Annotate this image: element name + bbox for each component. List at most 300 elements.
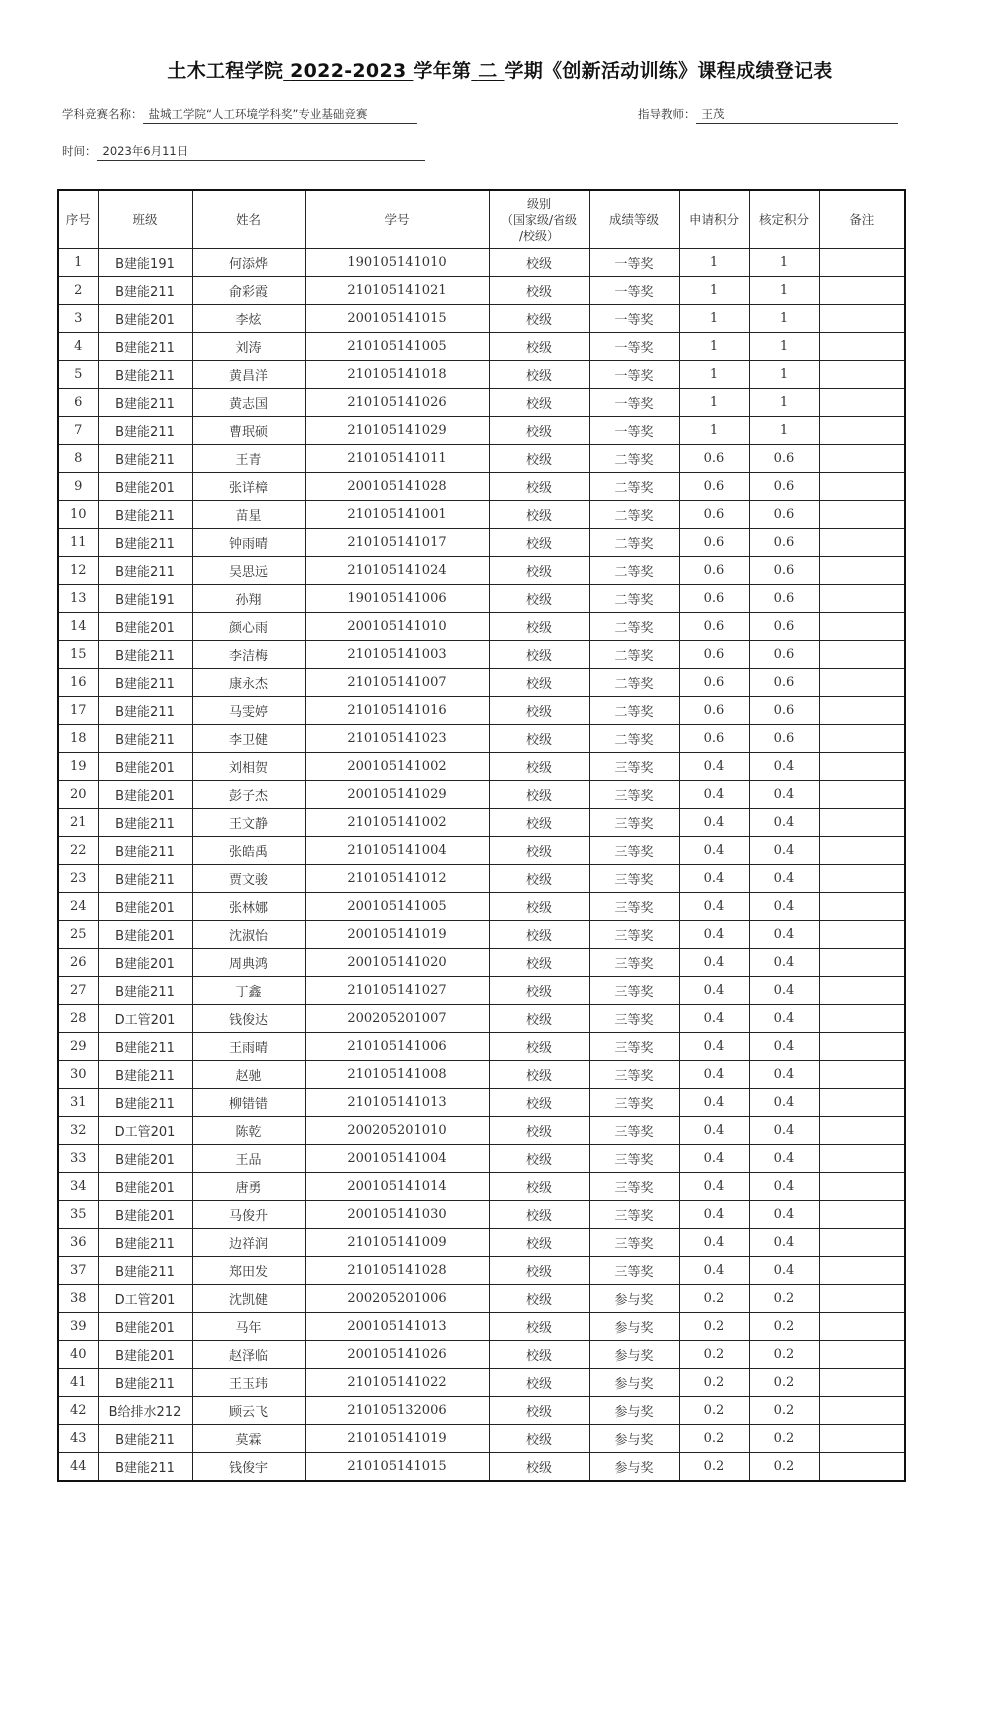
cell-class: B建能211 <box>98 1229 192 1257</box>
cell-approved: 0.4 <box>749 1173 819 1201</box>
cell-student-id: 210105141026 <box>305 389 489 417</box>
cell-applied: 0.4 <box>679 781 749 809</box>
cell-no: 14 <box>58 613 98 641</box>
cell-name: 马俊升 <box>192 1201 305 1229</box>
cell-level: 校级 <box>489 1397 589 1425</box>
cell-level: 校级 <box>489 697 589 725</box>
cell-applied: 1 <box>679 305 749 333</box>
cell-applied: 0.6 <box>679 501 749 529</box>
cell-award: 一等奖 <box>589 417 679 445</box>
table-row <box>58 1089 905 1117</box>
cell-class: B建能211 <box>98 1369 192 1397</box>
cell-remarks <box>819 893 905 921</box>
cell-name: 李炫 <box>192 305 305 333</box>
header-approved: 核定积分 <box>749 190 819 249</box>
cell-student-id: 210105141016 <box>305 697 489 725</box>
cell-award: 三等奖 <box>589 1257 679 1285</box>
cell-student-id: 210105141018 <box>305 361 489 389</box>
cell-remarks <box>819 1033 905 1061</box>
table-row <box>58 865 905 893</box>
cell-no: 35 <box>58 1201 98 1229</box>
cell-class: B建能211 <box>98 1425 192 1453</box>
cell-student-id: 200205201007 <box>305 1005 489 1033</box>
cell-approved: 0.6 <box>749 585 819 613</box>
cell-award: 二等奖 <box>589 613 679 641</box>
cell-applied: 0.4 <box>679 1201 749 1229</box>
table-row <box>58 1425 905 1453</box>
cell-name: 沈淑怡 <box>192 921 305 949</box>
cell-level: 校级 <box>489 921 589 949</box>
table-row <box>58 949 905 977</box>
cell-remarks <box>819 641 905 669</box>
cell-class: B建能201 <box>98 305 192 333</box>
cell-approved: 1 <box>749 417 819 445</box>
cell-no: 37 <box>58 1257 98 1285</box>
cell-applied: 0.4 <box>679 1257 749 1285</box>
cell-class: B给排水212 <box>98 1397 192 1425</box>
cell-no: 41 <box>58 1369 98 1397</box>
cell-approved: 1 <box>749 305 819 333</box>
cell-name: 颜心雨 <box>192 613 305 641</box>
cell-award: 三等奖 <box>589 837 679 865</box>
cell-applied: 1 <box>679 417 749 445</box>
table-row <box>58 417 905 445</box>
cell-remarks <box>819 305 905 333</box>
cell-approved: 0.4 <box>749 1145 819 1173</box>
cell-no: 10 <box>58 501 98 529</box>
cell-no: 6 <box>58 389 98 417</box>
cell-name: 孙翔 <box>192 585 305 613</box>
cell-award: 三等奖 <box>589 1117 679 1145</box>
table-row <box>58 445 905 473</box>
cell-class: B建能201 <box>98 921 192 949</box>
cell-remarks <box>819 1257 905 1285</box>
cell-approved: 1 <box>749 277 819 305</box>
cell-student-id: 210105141007 <box>305 669 489 697</box>
cell-level: 校级 <box>489 445 589 473</box>
cell-level: 校级 <box>489 949 589 977</box>
cell-level: 校级 <box>489 1173 589 1201</box>
cell-student-id: 210105141012 <box>305 865 489 893</box>
cell-remarks <box>819 333 905 361</box>
cell-level: 校级 <box>489 501 589 529</box>
table-row <box>58 893 905 921</box>
table-row <box>58 753 905 781</box>
cell-remarks <box>819 865 905 893</box>
cell-level: 校级 <box>489 725 589 753</box>
cell-student-id: 210105141013 <box>305 1089 489 1117</box>
cell-approved: 0.2 <box>749 1369 819 1397</box>
cell-applied: 0.4 <box>679 1173 749 1201</box>
cell-no: 1 <box>58 249 98 277</box>
cell-award: 二等奖 <box>589 585 679 613</box>
cell-student-id: 210105141005 <box>305 333 489 361</box>
table-row <box>58 305 905 333</box>
cell-award: 三等奖 <box>589 1061 679 1089</box>
cell-award: 三等奖 <box>589 893 679 921</box>
cell-level: 校级 <box>489 753 589 781</box>
cell-remarks <box>819 557 905 585</box>
cell-remarks <box>819 1173 905 1201</box>
cell-level: 校级 <box>489 333 589 361</box>
cell-approved: 0.6 <box>749 725 819 753</box>
cell-no: 15 <box>58 641 98 669</box>
cell-level: 校级 <box>489 641 589 669</box>
cell-student-id: 190105141006 <box>305 585 489 613</box>
cell-remarks <box>819 753 905 781</box>
grades-table <box>57 189 906 1482</box>
table-row <box>58 1341 905 1369</box>
cell-name: 陈乾 <box>192 1117 305 1145</box>
cell-student-id: 210105141004 <box>305 837 489 865</box>
cell-remarks <box>819 1453 905 1482</box>
header-level-line2: （国家级/省级 <box>500 212 578 227</box>
cell-no: 21 <box>58 809 98 837</box>
cell-student-id: 210105141009 <box>305 1229 489 1257</box>
table-row <box>58 641 905 669</box>
table-row <box>58 809 905 837</box>
header-class: 班级 <box>98 190 192 249</box>
cell-award: 参与奖 <box>589 1453 679 1482</box>
cell-student-id: 210105141023 <box>305 725 489 753</box>
cell-remarks <box>819 977 905 1005</box>
cell-level: 校级 <box>489 1257 589 1285</box>
cell-name: 莫霖 <box>192 1425 305 1453</box>
cell-class: B建能211 <box>98 669 192 697</box>
cell-class: B建能211 <box>98 417 192 445</box>
cell-no: 25 <box>58 921 98 949</box>
cell-award: 一等奖 <box>589 249 679 277</box>
cell-name: 张林娜 <box>192 893 305 921</box>
table-row <box>58 1033 905 1061</box>
cell-level: 校级 <box>489 1117 589 1145</box>
cell-name: 周典鸿 <box>192 949 305 977</box>
cell-applied: 0.4 <box>679 865 749 893</box>
cell-name: 柳错错 <box>192 1089 305 1117</box>
cell-class: B建能211 <box>98 529 192 557</box>
cell-applied: 0.4 <box>679 809 749 837</box>
cell-approved: 0.4 <box>749 837 819 865</box>
cell-class: B建能211 <box>98 977 192 1005</box>
cell-approved: 0.6 <box>749 445 819 473</box>
header-remarks: 备注 <box>819 190 905 249</box>
cell-applied: 0.4 <box>679 893 749 921</box>
cell-no: 27 <box>58 977 98 1005</box>
cell-remarks <box>819 809 905 837</box>
cell-no: 39 <box>58 1313 98 1341</box>
cell-level: 校级 <box>489 361 589 389</box>
cell-student-id: 200105141014 <box>305 1173 489 1201</box>
cell-no: 12 <box>58 557 98 585</box>
cell-class: B建能201 <box>98 1201 192 1229</box>
cell-level: 校级 <box>489 1033 589 1061</box>
cell-student-id: 210105141003 <box>305 641 489 669</box>
cell-approved: 0.6 <box>749 473 819 501</box>
cell-no: 38 <box>58 1285 98 1313</box>
cell-approved: 0.4 <box>749 1201 819 1229</box>
teacher-label: 指导教师： <box>638 107 696 121</box>
cell-student-id: 200105141010 <box>305 613 489 641</box>
cell-applied: 0.4 <box>679 977 749 1005</box>
cell-approved: 0.4 <box>749 893 819 921</box>
cell-remarks <box>819 697 905 725</box>
table-row <box>58 333 905 361</box>
cell-remarks <box>819 1341 905 1369</box>
cell-class: B建能211 <box>98 389 192 417</box>
cell-award: 参与奖 <box>589 1369 679 1397</box>
cell-class: B建能211 <box>98 333 192 361</box>
cell-no: 30 <box>58 1061 98 1089</box>
cell-remarks <box>819 725 905 753</box>
cell-class: B建能201 <box>98 781 192 809</box>
cell-applied: 0.4 <box>679 1033 749 1061</box>
cell-applied: 0.2 <box>679 1313 749 1341</box>
cell-level: 校级 <box>489 1453 589 1482</box>
cell-name: 唐勇 <box>192 1173 305 1201</box>
cell-student-id: 200105141015 <box>305 305 489 333</box>
table-row <box>58 837 905 865</box>
cell-student-id: 210105141021 <box>305 277 489 305</box>
cell-student-id: 210105141028 <box>305 1257 489 1285</box>
table-row <box>58 1397 905 1425</box>
cell-approved: 1 <box>749 249 819 277</box>
cell-level: 校级 <box>489 1425 589 1453</box>
cell-no: 23 <box>58 865 98 893</box>
cell-student-id: 210105141027 <box>305 977 489 1005</box>
cell-class: B建能201 <box>98 1341 192 1369</box>
cell-student-id: 210105141011 <box>305 445 489 473</box>
table-row <box>58 277 905 305</box>
cell-no: 17 <box>58 697 98 725</box>
cell-no: 44 <box>58 1453 98 1482</box>
cell-name: 钟雨晴 <box>192 529 305 557</box>
cell-no: 29 <box>58 1033 98 1061</box>
table-row <box>58 1313 905 1341</box>
cell-award: 三等奖 <box>589 977 679 1005</box>
cell-applied: 0.6 <box>679 557 749 585</box>
table-row <box>58 1173 905 1201</box>
cell-approved: 0.4 <box>749 949 819 977</box>
cell-student-id: 200105141020 <box>305 949 489 977</box>
cell-award: 二等奖 <box>589 445 679 473</box>
cell-no: 28 <box>58 1005 98 1033</box>
cell-class: B建能211 <box>98 809 192 837</box>
cell-remarks <box>819 417 905 445</box>
cell-award: 一等奖 <box>589 361 679 389</box>
cell-remarks <box>819 1369 905 1397</box>
cell-class: D工管201 <box>98 1005 192 1033</box>
cell-approved: 0.4 <box>749 781 819 809</box>
cell-name: 李卫健 <box>192 725 305 753</box>
cell-no: 33 <box>58 1145 98 1173</box>
cell-class: D工管201 <box>98 1285 192 1313</box>
cell-class: B建能201 <box>98 893 192 921</box>
cell-applied: 0.6 <box>679 697 749 725</box>
table-row <box>58 249 905 277</box>
cell-remarks <box>819 1145 905 1173</box>
table-row <box>58 725 905 753</box>
cell-award: 三等奖 <box>589 809 679 837</box>
cell-award: 二等奖 <box>589 501 679 529</box>
teacher-field <box>638 106 898 124</box>
cell-no: 24 <box>58 893 98 921</box>
table-row <box>58 1229 905 1257</box>
cell-remarks <box>819 669 905 697</box>
cell-applied: 1 <box>679 361 749 389</box>
cell-name: 贾文骏 <box>192 865 305 893</box>
cell-class: B建能191 <box>98 249 192 277</box>
cell-no: 16 <box>58 669 98 697</box>
cell-student-id: 190105141010 <box>305 249 489 277</box>
cell-name: 张皓禹 <box>192 837 305 865</box>
cell-award: 参与奖 <box>589 1341 679 1369</box>
cell-student-id: 210105141006 <box>305 1033 489 1061</box>
cell-level: 校级 <box>489 1061 589 1089</box>
cell-class: B建能211 <box>98 1033 192 1061</box>
cell-applied: 1 <box>679 389 749 417</box>
header-name: 姓名 <box>192 190 305 249</box>
cell-class: B建能211 <box>98 697 192 725</box>
cell-name: 刘涛 <box>192 333 305 361</box>
cell-name: 王青 <box>192 445 305 473</box>
cell-award: 二等奖 <box>589 529 679 557</box>
cell-name: 沈凯健 <box>192 1285 305 1313</box>
cell-student-id: 200105141028 <box>305 473 489 501</box>
table-row <box>58 1061 905 1089</box>
table-row <box>58 1145 905 1173</box>
table-row <box>58 1201 905 1229</box>
cell-applied: 0.6 <box>679 585 749 613</box>
cell-no: 42 <box>58 1397 98 1425</box>
cell-award: 参与奖 <box>589 1285 679 1313</box>
cell-approved: 0.2 <box>749 1453 819 1482</box>
cell-no: 43 <box>58 1425 98 1453</box>
header-level <box>489 190 589 249</box>
cell-applied: 0.6 <box>679 725 749 753</box>
cell-approved: 0.6 <box>749 501 819 529</box>
cell-approved: 0.4 <box>749 1089 819 1117</box>
cell-approved: 0.4 <box>749 921 819 949</box>
table-row <box>58 473 905 501</box>
cell-level: 校级 <box>489 809 589 837</box>
cell-approved: 1 <box>749 389 819 417</box>
table-row <box>58 669 905 697</box>
cell-no: 22 <box>58 837 98 865</box>
cell-remarks <box>819 921 905 949</box>
cell-award: 三等奖 <box>589 1229 679 1257</box>
cell-applied: 0.6 <box>679 613 749 641</box>
cell-applied: 0.4 <box>679 949 749 977</box>
cell-class: B建能211 <box>98 725 192 753</box>
cell-award: 二等奖 <box>589 697 679 725</box>
cell-approved: 0.2 <box>749 1397 819 1425</box>
cell-name: 何添烨 <box>192 249 305 277</box>
cell-approved: 0.4 <box>749 1061 819 1089</box>
cell-class: B建能211 <box>98 1257 192 1285</box>
table-row <box>58 977 905 1005</box>
cell-no: 9 <box>58 473 98 501</box>
table-row <box>58 529 905 557</box>
cell-student-id: 200105141013 <box>305 1313 489 1341</box>
table-row <box>58 613 905 641</box>
header-level-line3: /校级） <box>518 228 560 243</box>
cell-name: 钱俊达 <box>192 1005 305 1033</box>
table-row <box>58 501 905 529</box>
cell-class: B建能211 <box>98 361 192 389</box>
cell-approved: 0.6 <box>749 641 819 669</box>
cell-award: 三等奖 <box>589 1005 679 1033</box>
cell-award: 二等奖 <box>589 557 679 585</box>
title-mid: 学年第 <box>413 60 472 82</box>
cell-remarks <box>819 445 905 473</box>
cell-student-id: 210105141002 <box>305 809 489 837</box>
cell-remarks <box>819 1089 905 1117</box>
cell-name: 彭子杰 <box>192 781 305 809</box>
cell-remarks <box>819 389 905 417</box>
cell-name: 苗星 <box>192 501 305 529</box>
cell-name: 黄昌洋 <box>192 361 305 389</box>
cell-award: 三等奖 <box>589 1033 679 1061</box>
cell-class: B建能211 <box>98 865 192 893</box>
cell-level: 校级 <box>489 1313 589 1341</box>
cell-name: 边祥润 <box>192 1229 305 1257</box>
cell-award: 二等奖 <box>589 725 679 753</box>
cell-applied: 0.4 <box>679 1229 749 1257</box>
cell-student-id: 210105141001 <box>305 501 489 529</box>
cell-remarks <box>819 1005 905 1033</box>
cell-student-id: 200105141005 <box>305 893 489 921</box>
cell-class: B建能201 <box>98 753 192 781</box>
cell-student-id: 200105141026 <box>305 1341 489 1369</box>
cell-student-id: 210105141024 <box>305 557 489 585</box>
cell-applied: 0.6 <box>679 641 749 669</box>
cell-level: 校级 <box>489 669 589 697</box>
cell-applied: 1 <box>679 333 749 361</box>
cell-level: 校级 <box>489 613 589 641</box>
cell-applied: 0.4 <box>679 921 749 949</box>
cell-student-id: 200105141019 <box>305 921 489 949</box>
cell-award: 一等奖 <box>589 333 679 361</box>
title-suffix: 学期《创新活动训练》课程成绩登记表 <box>504 60 833 82</box>
cell-award: 二等奖 <box>589 641 679 669</box>
table-row <box>58 1257 905 1285</box>
cell-award: 三等奖 <box>589 1089 679 1117</box>
cell-class: B建能211 <box>98 837 192 865</box>
cell-name: 赵驰 <box>192 1061 305 1089</box>
cell-remarks <box>819 501 905 529</box>
cell-no: 40 <box>58 1341 98 1369</box>
cell-award: 二等奖 <box>589 473 679 501</box>
cell-class: B建能211 <box>98 641 192 669</box>
cell-name: 王玉玮 <box>192 1369 305 1397</box>
cell-name: 吴思远 <box>192 557 305 585</box>
cell-award: 三等奖 <box>589 865 679 893</box>
cell-approved: 0.6 <box>749 529 819 557</box>
cell-applied: 0.6 <box>679 473 749 501</box>
table-row <box>58 1369 905 1397</box>
cell-class: B建能211 <box>98 1453 192 1482</box>
title-prefix: 土木工程学院 <box>167 60 284 82</box>
cell-approved: 0.6 <box>749 613 819 641</box>
header-no: 序号 <box>58 190 98 249</box>
cell-remarks <box>819 837 905 865</box>
cell-award: 三等奖 <box>589 1201 679 1229</box>
cell-name: 黄志国 <box>192 389 305 417</box>
cell-level: 校级 <box>489 417 589 445</box>
cell-approved: 0.4 <box>749 809 819 837</box>
cell-no: 34 <box>58 1173 98 1201</box>
cell-applied: 0.6 <box>679 445 749 473</box>
